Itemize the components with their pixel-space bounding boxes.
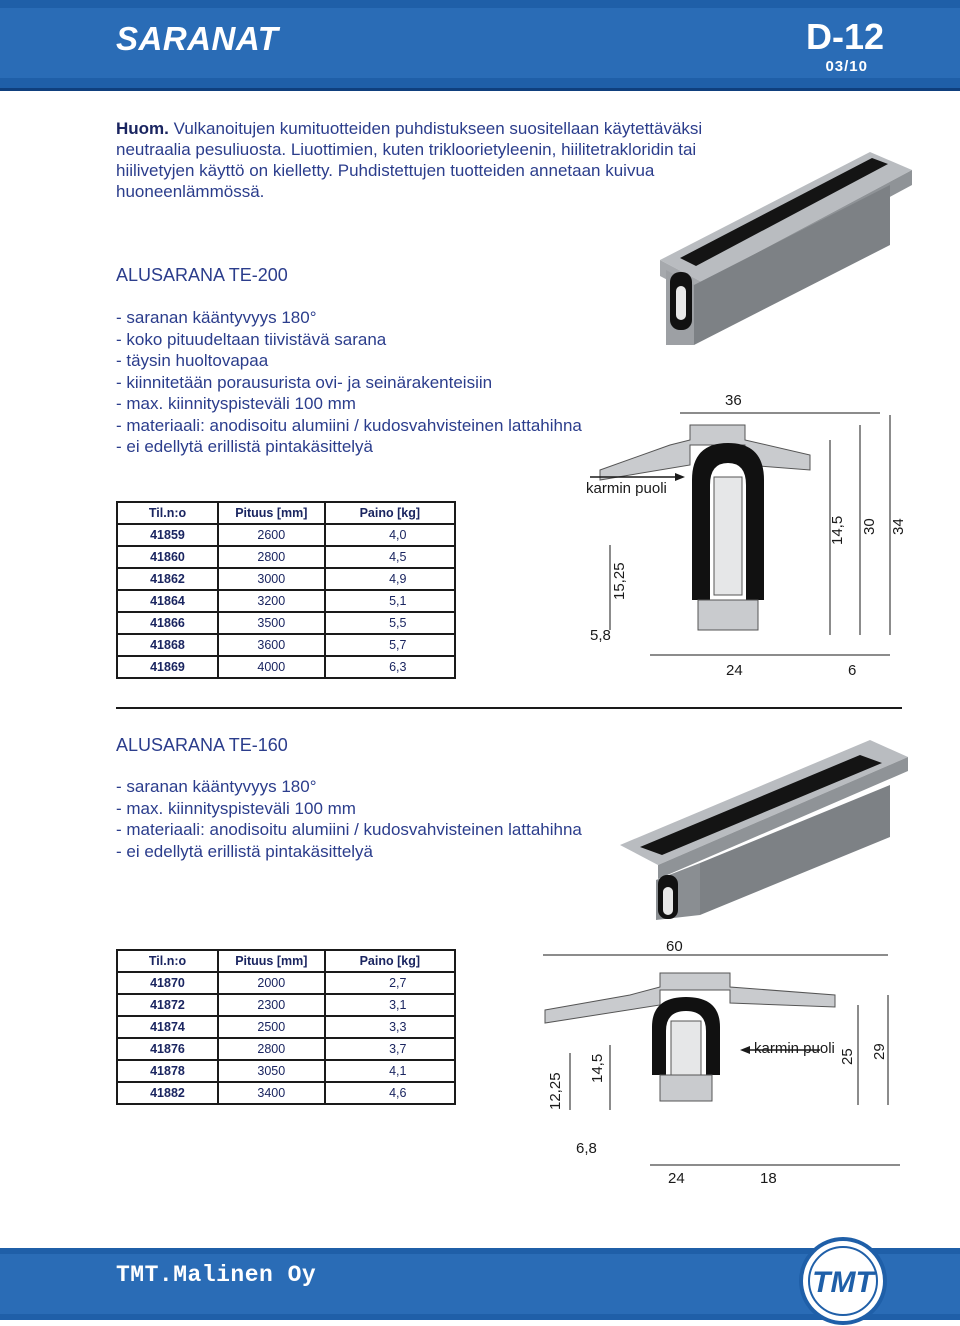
cell-code: 41882 xyxy=(117,1082,218,1104)
cell-code: 41860 xyxy=(117,546,218,568)
cell-weight: 4,1 xyxy=(325,1060,455,1082)
cell-length: 2500 xyxy=(218,1016,325,1038)
cell-length: 3400 xyxy=(218,1082,325,1104)
column-header: Pituus [mm] xyxy=(218,950,325,972)
dimension-label: 18 xyxy=(760,1170,777,1187)
cell-code: 41864 xyxy=(117,590,218,612)
cell-length: 2600 xyxy=(218,524,325,546)
dimension-label: 60 xyxy=(666,938,683,955)
cell-length: 3600 xyxy=(218,634,325,656)
feature-item: - materiaali: anodisoitu alumiini / kudosvahvisteinen lattahihna xyxy=(116,415,582,435)
product-render-te160 xyxy=(620,735,910,925)
feature-list-te160 xyxy=(116,776,582,862)
cleaning-note xyxy=(116,118,716,202)
tmt-logo xyxy=(798,1236,888,1326)
dimension-label: 24 xyxy=(668,1170,685,1187)
dimension-label: 30 xyxy=(861,518,878,535)
cell-weight: 3,3 xyxy=(325,1016,455,1038)
cell-code: 41869 xyxy=(117,656,218,678)
table-row xyxy=(117,568,455,590)
spec-table-te160 xyxy=(116,949,456,1105)
cell-length: 2000 xyxy=(218,972,325,994)
table-row xyxy=(117,656,455,678)
table-row xyxy=(117,612,455,634)
feature-item: - materiaali: anodisoitu alumiini / kudosvahvisteinen lattahihna xyxy=(116,820,582,839)
table-row xyxy=(117,634,455,656)
table-row xyxy=(117,546,455,568)
section-divider xyxy=(116,707,902,709)
dimension-label: 34 xyxy=(890,518,907,535)
cell-code: 41876 xyxy=(117,1038,218,1060)
logo-text: TMT xyxy=(812,1266,874,1299)
table-row xyxy=(117,524,455,546)
cell-code: 41868 xyxy=(117,634,218,656)
cell-weight: 5,5 xyxy=(325,612,455,634)
dimension-label: 6 xyxy=(848,662,857,679)
table-row xyxy=(117,1038,455,1060)
spec-table-te200 xyxy=(116,501,456,679)
cell-weight: 4,6 xyxy=(325,1082,455,1104)
column-header: Til.n:o xyxy=(117,502,218,524)
cell-length: 3200 xyxy=(218,590,325,612)
dimension-label: 6,8 xyxy=(576,1140,597,1157)
cell-weight: 3,7 xyxy=(325,1038,455,1060)
feature-item: - täysin huoltovapaa xyxy=(116,351,269,370)
section-title-te200: ALUSARANA TE-200 xyxy=(116,265,288,285)
drawing-label: karmin puoli xyxy=(754,1040,835,1057)
cell-length: 2800 xyxy=(218,546,325,568)
company-name: TMT.Malinen Oy xyxy=(116,1262,317,1288)
dimension-label: 36 xyxy=(725,392,742,409)
cell-code: 41870 xyxy=(117,972,218,994)
page-title: SARANAT xyxy=(116,20,279,57)
feature-item: - ei edellytä erillistä pintakäsittelyä xyxy=(116,437,374,456)
feature-item: - ei edellytä erillistä pintakäsittelyä xyxy=(116,841,374,861)
note-label: Huom. xyxy=(116,119,169,138)
feature-list-te200 xyxy=(116,307,582,458)
table-header-row xyxy=(117,950,455,972)
column-header: Til.n:o xyxy=(117,950,218,972)
cell-weight: 4,9 xyxy=(325,568,455,590)
cell-weight: 2,7 xyxy=(325,972,455,994)
column-header: Paino [kg] xyxy=(325,502,455,524)
cell-length: 3050 xyxy=(218,1060,325,1082)
cell-weight: 6,3 xyxy=(325,656,455,678)
dimension-label: 25 xyxy=(839,1048,856,1065)
page-code: D-12 xyxy=(805,16,884,57)
dimension-label: 15,25 xyxy=(611,562,628,600)
feature-item: - saranan kääntyvyys 180° xyxy=(116,777,317,796)
table-row xyxy=(117,590,455,612)
dimension-label: 24 xyxy=(726,662,743,679)
feature-item: - max. kiinnityspisteväli 100 mm xyxy=(116,394,356,413)
feature-item: - koko pituudeltaan tiivistävä sarana xyxy=(116,329,387,349)
cell-length: 3000 xyxy=(218,568,325,590)
technical-drawing-te160 xyxy=(540,935,910,1190)
cell-length: 3500 xyxy=(218,612,325,634)
dimension-label: 14,5 xyxy=(829,515,846,545)
cell-weight: 4,5 xyxy=(325,546,455,568)
page-date: 03/10 xyxy=(825,58,868,75)
page-header xyxy=(0,0,960,91)
note-text: Vulkanoitujen kumituotteiden puhdistukseen suositellaan käytettäväksi neutraalia pesuliuosta. Liuottimien, kuten trikloorietyleenin, hiilitetrakloridin tai hiilivetyjen käyttö on kielletty. Puhdistettujen tuotteiden annetaan kuivua huoneenlämmössä. xyxy=(116,119,703,201)
table-row xyxy=(117,1016,455,1038)
cell-code: 41878 xyxy=(117,1060,218,1082)
column-header: Pituus [mm] xyxy=(218,502,325,524)
feature-item: - saranan kääntyvyys 180° xyxy=(116,308,317,327)
drawing-label: karmin puoli xyxy=(586,480,667,497)
cell-code: 41862 xyxy=(117,568,218,590)
dimension-label: 14,5 xyxy=(589,1053,606,1083)
table-row xyxy=(117,994,455,1016)
cell-length: 2800 xyxy=(218,1038,325,1060)
cell-code: 41859 xyxy=(117,524,218,546)
column-header: Paino [kg] xyxy=(325,950,455,972)
table-header-row xyxy=(117,502,455,524)
cell-weight: 5,7 xyxy=(325,634,455,656)
cell-length: 4000 xyxy=(218,656,325,678)
dimension-label: 12,25 xyxy=(547,1072,564,1110)
table-row xyxy=(117,972,455,994)
cell-weight: 5,1 xyxy=(325,590,455,612)
table-row xyxy=(117,1082,455,1104)
feature-item: - kiinnitetään porausurista ovi- ja seinärakenteisiin xyxy=(116,372,493,392)
feature-item: - max. kiinnityspisteväli 100 mm xyxy=(116,798,356,818)
product-render-te200 xyxy=(640,140,920,355)
cell-code: 41872 xyxy=(117,994,218,1016)
cell-weight: 3,1 xyxy=(325,994,455,1016)
section-title-te160: ALUSARANA TE-160 xyxy=(116,735,288,755)
cell-length: 2300 xyxy=(218,994,325,1016)
technical-drawing-te200 xyxy=(580,385,910,685)
dimension-label: 5,8 xyxy=(590,627,611,644)
cell-weight: 4,0 xyxy=(325,524,455,546)
dimension-label: 29 xyxy=(871,1043,888,1060)
cell-code: 41874 xyxy=(117,1016,218,1038)
cell-code: 41866 xyxy=(117,612,218,634)
table-row xyxy=(117,1060,455,1082)
